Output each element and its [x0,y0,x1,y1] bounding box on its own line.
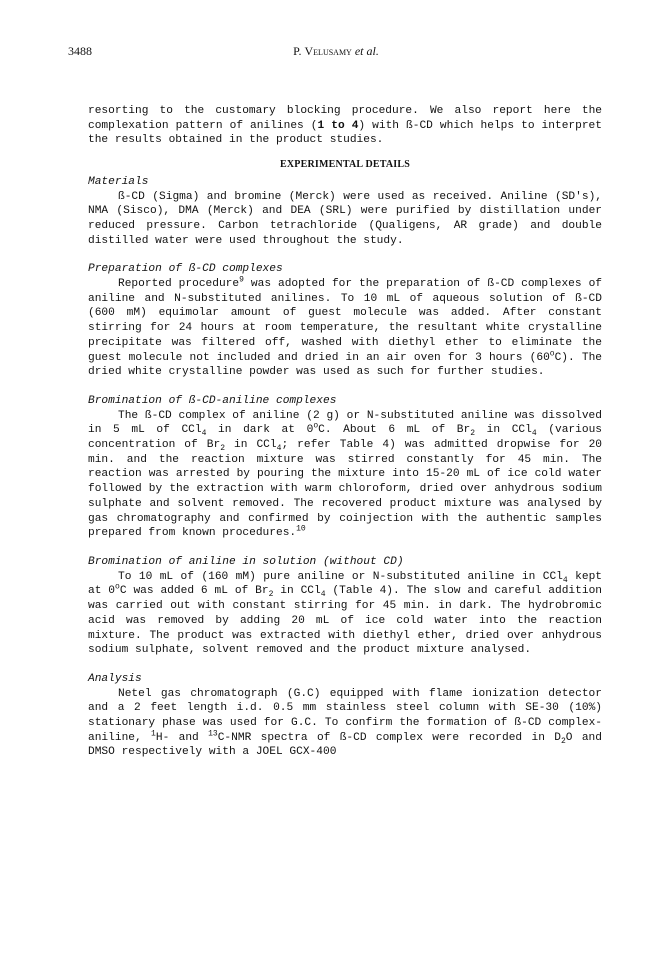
brsol-text: To 10 mL of (160 mM) pure aniline or N-substituted aniline in CCl [118,570,563,583]
bromination-solution-heading: Bromination of aniline in solution (without CD) [88,555,404,568]
materials-paragraph: ß-CD (Sigma) and bromine (Merck) were used as received. Aniline (SD's), NMA (Sisco), DMA (Merck) and DEA (SRL) were purified by distillation under reduced pressure. Carbon tetrachloride (Qualigens, AR grade) and double distilled water were used throughout the study. [88,190,602,247]
brcd-text: The ß-CD complex of aniline (2 g) or N-substituted aniline was dissolved in 5 mL of CCl [88,409,602,437]
brcd-text: in dark at 0 [206,424,314,437]
analysis-text: O and DMSO respectively with a JOEL GCX-400 [88,731,602,759]
brcd-sub: 2 [220,444,225,454]
analysis-text: H- and [155,731,209,744]
brcd-text: ; refer Table 4) was admitted dropwise for 20 min. and the reaction mixture was stirred constantly for 45 min. The reaction was arrested by pouring the mixture into 15-20 mL of ice cold water followed by the extraction with warm chloroform, dried over anhydrous sodium sulphate and solvent removed. The recovered product mixture was analysed by gas chromatography and confirmed by coinjection with the authentic samples prepared from known procedures. [88,439,603,540]
intro-text-2: ) with ß-CD which helps to interpret the results obtained in the product studies. [88,119,602,147]
intro-text-1: resorting to the customary blocking procedure. We also report here the complexation pattern of anilines ( [88,105,602,132]
brcd-degree: o [313,421,319,431]
spacer [88,541,602,555]
running-head-author: Velusamy [304,44,352,58]
materials-heading: Materials [88,175,149,188]
bromination-solution-paragraph [88,570,602,658]
brcd-sub: 4 [201,429,207,439]
brsol-text: kept at 0 [88,570,602,598]
analysis-sup: 1 [151,728,156,738]
prep-text-3: C). The dried white crystalline powder was used as such for further studies. [88,351,602,379]
analysis-heading: Analysis [88,672,142,685]
running-head-prefix: P. [293,44,305,58]
prep-text-1: Reported procedure [118,278,240,291]
spacer [88,380,602,394]
brsol-text: (Table 4). The slow and careful addition was carried out with constant stirring for 45 min. in dark. The hydrobromic acid was removed by adding 20 mL of ice cold water into the reaction mixture. The product was extracted with diethyl ether, dried over anhydrous sodium sulphate, solvent removed and the product mixture analysed. [88,585,603,657]
prep-degree: o [549,348,555,358]
spacer [88,248,602,262]
brcd-text: (various concentration of Br [88,424,602,452]
analysis-sup: 13 [208,728,218,738]
running-head [0,44,672,59]
intro-range: 1 to 4 [317,119,359,132]
brcd-sub: 4 [276,444,282,454]
analysis-sub: 2 [560,736,566,746]
spacer [88,658,602,672]
page-number: 3488 [68,44,92,58]
preparation-paragraph [88,277,602,380]
brsol-sub: 2 [268,590,274,600]
brsol-text: in CCl [273,585,321,598]
prep-ref: 9 [239,275,244,285]
bromination-cd-heading: Bromination of ß-CD-aniline complexes [88,394,337,407]
analysis-text: Netel gas chromatograph (G.C) equipped with flame ionization detector and a 2 feet length i.d. 0.5 mm stainless steel column with SE-30 (10%) stationary phase was used for G.C. To confirm the formation of ß-CD complex-aniline, [88,687,602,744]
brcd-sub: 2 [470,429,476,439]
bromination-cd-paragraph [88,409,602,541]
brcd-text: C. About 6 mL of Br [318,424,471,437]
prep-text-2: was adopted for the preparation of ß-CD complexes of aniline and N-substituted anilines. To 10 mL of aqueous solution of ß-CD (600 mM) equimolar amount of guest molecule was added. After constant stirring for 24 hours at room temperature, the resultant white crystalline precipitate was filtered off, washed with diethyl ether to eliminate the guest molecule not included and dried in an air oven for 3 hours (60 [88,278,602,364]
brsol-sub: 4 [562,575,568,585]
brsol-degree: o [115,582,120,592]
page-body [88,104,602,760]
brcd-sub: 4 [531,429,537,439]
analysis-text: C-NMR spectra of ß-CD complex were recorded in D [217,731,561,744]
intro-paragraph [88,104,602,148]
brcd-text: in CCl [225,439,277,452]
brsol-sub: 4 [320,590,326,600]
brcd-text: in CCl [475,424,532,437]
preparation-heading: Preparation of ß-CD complexes [88,263,283,276]
experimental-heading: EXPERIMENTAL DETAILS [279,159,411,171]
brsol-text: C was added 6 mL of Br [119,585,269,598]
brcd-ref: 10 [296,524,306,534]
running-head-etal: et al. [351,44,379,58]
analysis-paragraph [88,687,602,761]
